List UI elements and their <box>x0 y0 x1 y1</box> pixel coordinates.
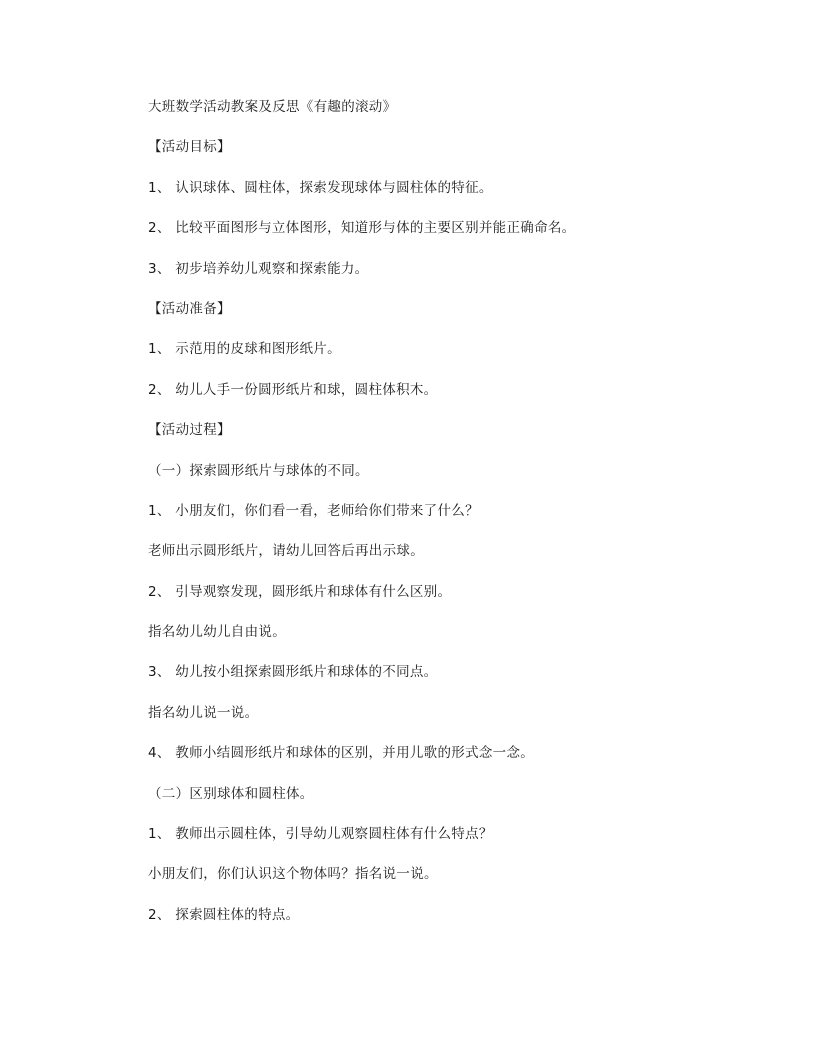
paragraph: 1、 认识球体、圆柱体，探索发现球体与圆柱体的特征。 <box>148 179 493 196</box>
paragraph: 1、 示范用的皮球和图形纸片。 <box>148 341 341 358</box>
paragraph: 2、 幼儿人手一份圆形纸片和球，圆柱体积木。 <box>148 381 438 398</box>
document-title: 大班数学活动教案及反思《有趣的滚动》 <box>148 99 397 115</box>
paragraph: 2、 引导观察发现，圆形纸片和球体有什么区别。 <box>148 583 452 600</box>
paragraph: 4、 教师小结圆形纸片和球体的区别，并用儿歌的形式念一念。 <box>148 745 535 762</box>
subsection-heading: （二）区别球体和圆柱体。 <box>148 785 314 802</box>
section-heading-preparation: 【活动准备】 <box>148 300 231 317</box>
section-heading-goals: 【活动目标】 <box>148 139 231 156</box>
paragraph: 3、 初步培养幼儿观察和探索能力。 <box>148 260 369 277</box>
paragraph: 小朋友们，你们认识这个物体吗？指名说一说。 <box>148 866 438 883</box>
paragraph: 2、 探索圆柱体的特点。 <box>148 906 300 923</box>
section-heading-process: 【活动过程】 <box>148 422 231 439</box>
paragraph: 指名幼儿幼儿自由说。 <box>148 624 286 641</box>
document-body <box>148 97 708 925</box>
paragraph: 指名幼儿说一说。 <box>148 704 259 721</box>
paragraph: 1、 小朋友们，你们看一看，老师给你们带来了什么？ <box>148 502 479 519</box>
paragraph: 老师出示圆形纸片，请幼儿回答后再出示球。 <box>148 543 424 560</box>
paragraph: 2、 比较平面图形与立体图形，知道形与体的主要区别并能正确命名。 <box>148 220 576 237</box>
subsection-heading: （一）探索圆形纸片与球体的不同。 <box>148 462 369 479</box>
paragraph: 3、 幼儿按小组探索圆形纸片和球体的不同点。 <box>148 664 438 681</box>
paragraph: 1、 教师出示圆柱体，引导幼儿观察圆柱体有什么特点？ <box>148 826 493 843</box>
